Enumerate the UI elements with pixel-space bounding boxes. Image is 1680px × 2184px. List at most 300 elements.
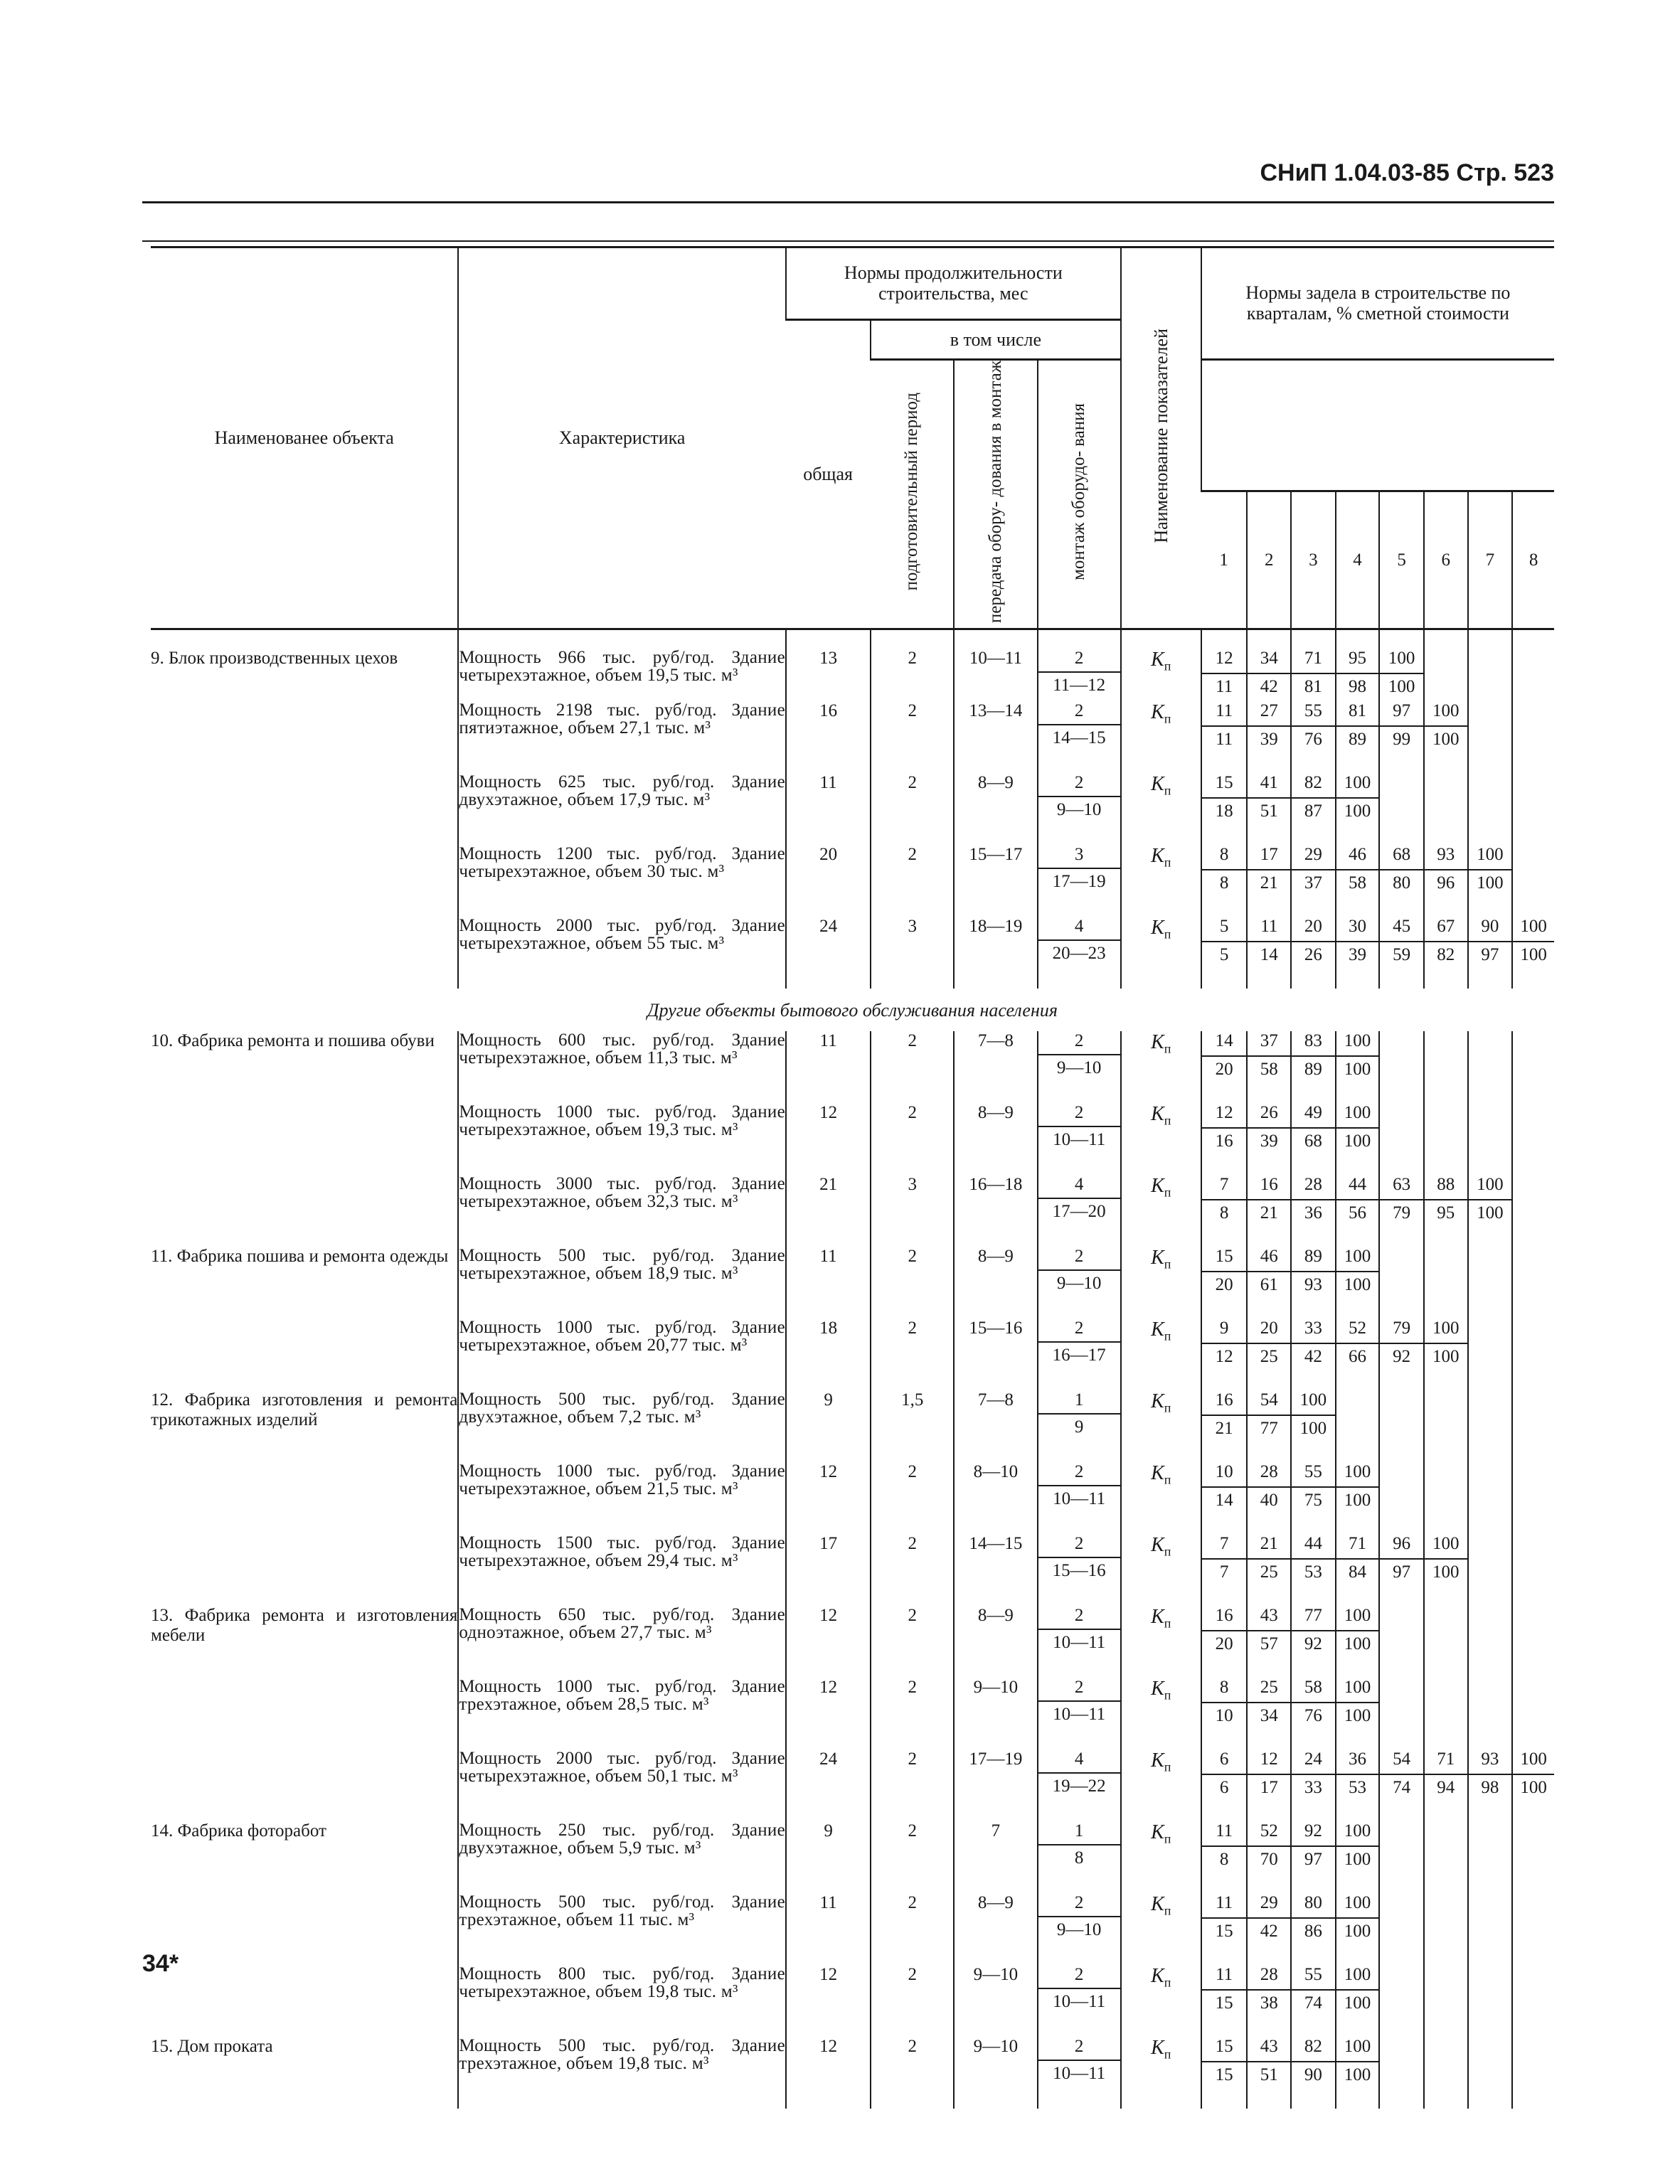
backlog-top: 46 xyxy=(1248,1247,1290,1272)
backlog-bottom: 100 xyxy=(1344,1634,1371,1653)
backlog-top xyxy=(1380,1893,1423,1917)
backlog-q7 xyxy=(1468,917,1513,989)
characteristic-cell: Мощность 2000 тыс. руб/год. Здание четырехэтажное, объем 50,1 тыс. м³ xyxy=(458,1749,786,1821)
install-numerator: 4 xyxy=(1038,1175,1120,1199)
backlog-q6 xyxy=(1424,1247,1468,1319)
duration-install xyxy=(1038,1893,1121,1965)
backlog-top xyxy=(1380,1678,1423,1702)
header-object: Наименованее объекта xyxy=(151,247,458,629)
indicator-symbol: К xyxy=(1151,1318,1164,1341)
backlog-q4 xyxy=(1336,1893,1380,1965)
duration-transfer: 8—10 xyxy=(954,1462,1037,1534)
duration-total: 21 xyxy=(786,1175,871,1247)
backlog-top: 16 xyxy=(1202,1390,1247,1416)
backlog-q6 xyxy=(1424,1749,1468,1821)
backlog-q4 xyxy=(1336,1965,1380,2037)
backlog-bottom xyxy=(1469,1271,1512,1295)
duration-total: 11 xyxy=(786,1031,871,1103)
backlog-top: 100 xyxy=(1425,1319,1467,1344)
backlog-top: 44 xyxy=(1336,1175,1379,1200)
backlog-q5 xyxy=(1379,1247,1424,1319)
install-denominator: 17—20 xyxy=(1052,1201,1106,1221)
header-quarter-1: 1 xyxy=(1201,491,1248,629)
backlog-q3 xyxy=(1291,1965,1336,2037)
backlog-q4 xyxy=(1336,1749,1380,1821)
backlog-bottom xyxy=(1380,1702,1423,1726)
backlog-bottom xyxy=(1513,673,1554,697)
backlog-top: 34 xyxy=(1248,649,1290,674)
backlog-bottom: 58 xyxy=(1260,1059,1278,1079)
backlog-bottom: 100 xyxy=(1520,1777,1547,1797)
object-name xyxy=(151,2037,458,2109)
install-numerator: 2 xyxy=(1038,1534,1120,1558)
object-name xyxy=(151,1390,458,1606)
backlog-top xyxy=(1469,1534,1512,1558)
backlog-bottom: 89 xyxy=(1348,729,1366,749)
indicator-subscript: п xyxy=(1164,1472,1171,1487)
backlog-top: 95 xyxy=(1336,649,1379,674)
backlog-q4 xyxy=(1336,1103,1380,1175)
backlog-q6 xyxy=(1424,1534,1468,1606)
backlog-q5 xyxy=(1379,845,1424,917)
table-row xyxy=(151,1606,1554,1678)
backlog-q8 xyxy=(1512,1606,1554,1678)
indicator-symbol: К xyxy=(1151,1605,1164,1628)
backlog-q1 xyxy=(1201,629,1248,701)
backlog-top: 43 xyxy=(1248,2037,1290,2062)
backlog-q8 xyxy=(1512,701,1554,773)
indicator-cell xyxy=(1121,1678,1201,1749)
install-numerator: 2 xyxy=(1038,1031,1120,1055)
indicator-symbol: К xyxy=(1151,701,1164,723)
duration-prep: 2 xyxy=(871,1749,954,1821)
duration-install xyxy=(1038,1534,1121,1606)
backlog-q6 xyxy=(1424,2037,1468,2109)
backlog-q7 xyxy=(1468,1606,1513,1678)
backlog-q8 xyxy=(1512,1678,1554,1749)
backlog-top: 30 xyxy=(1336,917,1379,942)
backlog-bottom xyxy=(1513,1055,1554,1080)
backlog-q2 xyxy=(1247,1893,1291,1965)
backlog-bottom xyxy=(1469,725,1512,750)
header-quarter-8: 8 xyxy=(1512,491,1554,629)
install-denominator: 10—11 xyxy=(1053,1991,1106,2011)
backlog-bottom: 92 xyxy=(1393,1346,1411,1366)
indicator-subscript: п xyxy=(1164,1328,1171,1343)
backlog-bottom: 80 xyxy=(1393,873,1411,893)
install-numerator: 2 xyxy=(1038,1319,1120,1343)
backlog-bottom xyxy=(1336,1415,1379,1439)
backlog-top: 100 xyxy=(1336,1462,1379,1488)
backlog-bottom xyxy=(1513,1415,1554,1439)
duration-transfer: 8—9 xyxy=(954,1893,1037,1965)
backlog-q2 xyxy=(1247,845,1291,917)
backlog-top: 80 xyxy=(1292,1893,1335,1919)
characteristic-cell: Мощность 650 тыс. руб/год. Здание одноэтажное, объем 27,7 тыс. м³ xyxy=(458,1606,786,1678)
backlog-top: 27 xyxy=(1248,701,1290,727)
backlog-bottom: 74 xyxy=(1304,1993,1322,2013)
indicator-subscript: п xyxy=(1164,2047,1171,2062)
header-backlog-spacer xyxy=(1201,360,1554,491)
backlog-bottom xyxy=(1513,797,1554,821)
duration-total: 16 xyxy=(786,701,871,773)
backlog-bottom: 86 xyxy=(1304,1921,1322,1941)
backlog-q4 xyxy=(1336,1031,1380,1103)
backlog-bottom xyxy=(1380,1486,1423,1511)
backlog-top: 24 xyxy=(1292,1749,1335,1775)
backlog-q8 xyxy=(1512,845,1554,917)
install-denominator: 10—11 xyxy=(1053,1632,1106,1652)
indicator-cell xyxy=(1121,1893,1201,1965)
indicator-symbol: К xyxy=(1151,772,1164,795)
backlog-bottom: 20 xyxy=(1215,1059,1233,1079)
backlog-q1 xyxy=(1201,773,1248,845)
duration-total: 24 xyxy=(786,1749,871,1821)
backlog-top xyxy=(1513,2037,1554,2061)
backlog-bottom xyxy=(1513,869,1554,893)
duration-total: 18 xyxy=(786,1319,871,1390)
characteristic-cell: Мощность 500 тыс. руб/год. Здание четырехэтажное, объем 18,9 тыс. м³ xyxy=(458,1247,786,1319)
duration-install xyxy=(1038,845,1121,917)
backlog-bottom: 18 xyxy=(1215,801,1233,821)
backlog-bottom xyxy=(1425,1415,1467,1439)
backlog-q7 xyxy=(1468,1462,1513,1534)
backlog-q4 xyxy=(1336,1319,1380,1390)
backlog-q1 xyxy=(1201,917,1248,989)
backlog-top xyxy=(1513,845,1554,869)
backlog-bottom: 56 xyxy=(1348,1203,1366,1222)
backlog-q8 xyxy=(1512,1749,1554,1821)
norms-table xyxy=(151,246,1554,2109)
backlog-top xyxy=(1513,1175,1554,1199)
backlog-q2 xyxy=(1247,1965,1291,2037)
backlog-q2 xyxy=(1247,1247,1291,1319)
backlog-q1 xyxy=(1201,1462,1248,1534)
indicator-symbol: К xyxy=(1151,1174,1164,1197)
indicator-symbol: К xyxy=(1151,1533,1164,1556)
backlog-bottom xyxy=(1469,1558,1512,1582)
header-duration-group: Нормы продолжительности строительства, мес xyxy=(786,247,1121,320)
duration-prep: 2 xyxy=(871,845,954,917)
backlog-top: 100 xyxy=(1513,917,1554,942)
duration-install xyxy=(1038,1821,1121,1893)
header-quarter-5: 5 xyxy=(1379,491,1424,629)
backlog-q1 xyxy=(1201,1390,1248,1462)
duration-install xyxy=(1038,1319,1121,1390)
characteristic-cell: Мощность 625 тыс. руб/год. Здание двухэтажное, объем 17,9 тыс. м³ xyxy=(458,773,786,845)
backlog-q8 xyxy=(1512,1175,1554,1247)
duration-total: 20 xyxy=(786,845,871,917)
duration-total: 24 xyxy=(786,917,871,989)
backlog-bottom: 100 xyxy=(1344,2065,1371,2084)
indicator-symbol: К xyxy=(1151,649,1164,671)
backlog-q5 xyxy=(1379,1965,1424,2037)
indicator-cell xyxy=(1121,1390,1201,1462)
install-denominator: 10—11 xyxy=(1053,2063,1106,2083)
characteristic-cell: Мощность 500 тыс. руб/год. Здание двухэтажное, объем 7,2 тыс. м³ xyxy=(458,1390,786,1462)
install-numerator: 3 xyxy=(1038,845,1120,869)
backlog-bottom xyxy=(1513,1343,1554,1367)
backlog-q6 xyxy=(1424,1893,1468,1965)
backlog-top: 100 xyxy=(1292,1390,1335,1416)
backlog-top: 55 xyxy=(1292,1965,1335,1991)
backlog-top: 11 xyxy=(1202,1893,1247,1919)
backlog-top xyxy=(1425,1965,1467,1989)
backlog-bottom xyxy=(1380,797,1423,821)
duration-prep: 2 xyxy=(871,1606,954,1678)
install-numerator: 2 xyxy=(1038,649,1120,673)
backlog-top: 100 xyxy=(1336,773,1379,799)
duration-prep: 2 xyxy=(871,1678,954,1749)
backlog-top: 100 xyxy=(1513,1749,1554,1775)
duration-transfer: 8—9 xyxy=(954,1606,1037,1678)
header-including: в том числе xyxy=(871,320,1121,360)
backlog-q7 xyxy=(1468,1247,1513,1319)
backlog-q7 xyxy=(1468,1749,1513,1821)
backlog-bottom: 21 xyxy=(1260,1203,1278,1222)
backlog-q7 xyxy=(1468,845,1513,917)
backlog-q8 xyxy=(1512,1319,1554,1390)
backlog-top: 20 xyxy=(1292,917,1335,942)
backlog-bottom xyxy=(1513,1271,1554,1295)
backlog-q5 xyxy=(1379,1390,1424,1462)
backlog-bottom: 76 xyxy=(1304,729,1322,749)
indicator-cell xyxy=(1121,1103,1201,1175)
backlog-bottom: 100 xyxy=(1477,1203,1504,1222)
duration-prep: 2 xyxy=(871,1893,954,1965)
backlog-q6 xyxy=(1424,773,1468,845)
backlog-top xyxy=(1469,1462,1512,1486)
backlog-top: 54 xyxy=(1248,1390,1290,1416)
backlog-q5 xyxy=(1379,2037,1424,2109)
backlog-bottom xyxy=(1513,1558,1554,1582)
backlog-top: 29 xyxy=(1248,1893,1290,1919)
indicator-subscript: п xyxy=(1164,1616,1171,1631)
backlog-bottom: 15 xyxy=(1215,2065,1233,2084)
object-name xyxy=(151,629,458,989)
backlog-top xyxy=(1513,1534,1554,1558)
backlog-q6 xyxy=(1424,845,1468,917)
backlog-top xyxy=(1380,1103,1423,1127)
duration-total: 12 xyxy=(786,2037,871,2109)
header-quarter-3: 3 xyxy=(1291,491,1336,629)
backlog-q2 xyxy=(1247,917,1291,989)
backlog-q6 xyxy=(1424,629,1468,701)
backlog-top: 88 xyxy=(1425,1175,1467,1200)
install-denominator: 11—12 xyxy=(1053,676,1106,696)
backlog-top: 96 xyxy=(1380,1534,1423,1560)
backlog-top xyxy=(1469,1821,1512,1845)
backlog-top: 43 xyxy=(1248,1606,1290,1631)
backlog-top: 71 xyxy=(1425,1749,1467,1775)
install-numerator: 1 xyxy=(1038,1821,1120,1845)
backlog-q7 xyxy=(1468,629,1513,701)
backlog-top xyxy=(1513,1606,1554,1630)
backlog-bottom: 8 xyxy=(1219,873,1229,893)
backlog-q3 xyxy=(1291,1893,1336,1965)
header-characteristic: Характеристика xyxy=(458,247,786,629)
backlog-q2 xyxy=(1247,1534,1291,1606)
backlog-top xyxy=(1513,1390,1554,1415)
backlog-top xyxy=(1469,1893,1512,1917)
backlog-q4 xyxy=(1336,1606,1380,1678)
backlog-bottom: 77 xyxy=(1260,1418,1278,1438)
duration-prep: 2 xyxy=(871,1965,954,2037)
backlog-bottom: 40 xyxy=(1260,1490,1278,1510)
indicator-subscript: п xyxy=(1164,659,1171,673)
backlog-q5 xyxy=(1379,1103,1424,1175)
backlog-q7 xyxy=(1468,701,1513,773)
backlog-q3 xyxy=(1291,1319,1336,1390)
backlog-q4 xyxy=(1336,1175,1380,1247)
backlog-q4 xyxy=(1336,701,1380,773)
backlog-q4 xyxy=(1336,773,1380,845)
object-name-text: 9. Блок производственных цехов xyxy=(151,649,398,668)
backlog-bottom: 100 xyxy=(1344,1705,1371,1725)
indicator-cell xyxy=(1121,1319,1201,1390)
duration-transfer: 17—19 xyxy=(954,1749,1037,1821)
backlog-bottom: 53 xyxy=(1348,1777,1366,1797)
backlog-q1 xyxy=(1201,1031,1248,1103)
backlog-top: 28 xyxy=(1292,1175,1335,1200)
backlog-bottom: 98 xyxy=(1481,1777,1499,1797)
backlog-q2 xyxy=(1247,1319,1291,1390)
object-name-text: 13. Фабрика ремонта и изготовления мебели xyxy=(151,1605,458,1645)
duration-transfer: 14—15 xyxy=(954,1534,1037,1606)
indicator-subscript: п xyxy=(1164,1975,1171,1990)
install-numerator: 2 xyxy=(1038,1247,1120,1271)
indicator-cell xyxy=(1121,1821,1201,1893)
backlog-q1 xyxy=(1201,1606,1248,1678)
backlog-q6 xyxy=(1424,1175,1468,1247)
header-total: общая xyxy=(786,320,871,629)
backlog-top: 68 xyxy=(1380,845,1423,870)
backlog-bottom: 15 xyxy=(1215,1921,1233,1941)
indicator-symbol: К xyxy=(1151,1892,1164,1915)
backlog-top: 81 xyxy=(1336,701,1379,727)
indicator-subscript: п xyxy=(1164,1257,1171,1272)
backlog-q7 xyxy=(1468,1678,1513,1749)
backlog-top xyxy=(1513,1893,1554,1917)
backlog-bottom: 68 xyxy=(1304,1131,1322,1151)
backlog-bottom: 100 xyxy=(1432,729,1460,749)
backlog-bottom xyxy=(1380,1845,1423,1870)
backlog-bottom xyxy=(1380,1989,1423,2013)
backlog-q5 xyxy=(1379,1606,1424,1678)
object-name-text: 14. Фабрика фоторабот xyxy=(151,1821,326,1841)
duration-prep: 2 xyxy=(871,701,954,773)
backlog-q6 xyxy=(1424,1103,1468,1175)
duration-transfer: 9—10 xyxy=(954,2037,1037,2109)
backlog-bottom xyxy=(1380,1055,1423,1080)
backlog-top: 92 xyxy=(1292,1821,1335,1847)
backlog-bottom xyxy=(1513,1845,1554,1870)
backlog-bottom: 34 xyxy=(1260,1705,1278,1725)
duration-transfer: 8—9 xyxy=(954,1103,1037,1175)
backlog-bottom xyxy=(1425,1055,1467,1080)
characteristic-cell: Мощность 1000 тыс. руб/год. Здание четырехэтажное, объем 20,77 тыс. м³ xyxy=(458,1319,786,1390)
backlog-bottom: 90 xyxy=(1304,2065,1322,2084)
table-body xyxy=(151,629,1554,2109)
table-row xyxy=(151,1247,1554,1319)
backlog-bottom: 21 xyxy=(1215,1418,1233,1438)
backlog-bottom: 96 xyxy=(1437,873,1455,893)
object-name-text: 12. Фабрика изготовления и ремонта трикотажных изделий xyxy=(151,1390,458,1429)
backlog-bottom: 100 xyxy=(1344,1921,1371,1941)
backlog-bottom xyxy=(1513,1630,1554,1654)
backlog-top xyxy=(1469,1319,1512,1343)
backlog-q4 xyxy=(1336,1247,1380,1319)
backlog-top: 97 xyxy=(1380,701,1423,727)
backlog-top xyxy=(1513,1319,1554,1343)
backlog-top: 77 xyxy=(1292,1606,1335,1631)
backlog-q1 xyxy=(1201,1749,1248,1821)
backlog-top xyxy=(1425,773,1467,797)
indicator-cell xyxy=(1121,1749,1201,1821)
backlog-top: 93 xyxy=(1469,1749,1512,1775)
backlog-bottom: 26 xyxy=(1304,944,1322,964)
backlog-bottom xyxy=(1425,2061,1467,2085)
backlog-q3 xyxy=(1291,1678,1336,1749)
backlog-top xyxy=(1380,1031,1423,1055)
install-denominator: 14—15 xyxy=(1052,728,1106,747)
backlog-top: 16 xyxy=(1248,1175,1290,1200)
backlog-bottom: 10 xyxy=(1215,1705,1233,1725)
install-numerator: 2 xyxy=(1038,773,1120,797)
backlog-bottom xyxy=(1513,1127,1554,1151)
backlog-bottom xyxy=(1425,797,1467,821)
duration-total: 12 xyxy=(786,1965,871,2037)
indicator-symbol: К xyxy=(1151,1390,1164,1412)
install-denominator: 9 xyxy=(1074,1417,1084,1437)
duration-install xyxy=(1038,629,1121,701)
backlog-bottom xyxy=(1469,1917,1512,1941)
backlog-bottom: 42 xyxy=(1260,1921,1278,1941)
duration-install xyxy=(1038,917,1121,989)
indicator-cell xyxy=(1121,1031,1201,1103)
backlog-q8 xyxy=(1512,1031,1554,1103)
backlog-bottom: 38 xyxy=(1260,1993,1278,2013)
backlog-top xyxy=(1380,1821,1423,1845)
duration-install xyxy=(1038,1247,1121,1319)
backlog-q5 xyxy=(1379,1319,1424,1390)
backlog-bottom: 39 xyxy=(1348,944,1366,964)
backlog-q6 xyxy=(1424,1031,1468,1103)
header-quarter-4: 4 xyxy=(1336,491,1380,629)
backlog-bottom: 100 xyxy=(1344,1131,1371,1151)
backlog-bottom xyxy=(1513,2061,1554,2085)
backlog-bottom: 39 xyxy=(1260,1131,1278,1151)
backlog-top xyxy=(1425,1390,1467,1415)
backlog-bottom xyxy=(1469,1702,1512,1726)
install-denominator: 16—17 xyxy=(1052,1345,1106,1365)
backlog-top: 14 xyxy=(1202,1031,1247,1057)
duration-prep: 2 xyxy=(871,1534,954,1606)
backlog-bottom: 37 xyxy=(1304,873,1322,893)
backlog-top: 20 xyxy=(1248,1319,1290,1344)
duration-prep: 2 xyxy=(871,1103,954,1175)
backlog-q1 xyxy=(1201,1534,1248,1606)
backlog-q4 xyxy=(1336,629,1380,701)
indicator-subscript: п xyxy=(1164,1041,1171,1056)
duration-prep: 2 xyxy=(871,1821,954,1893)
backlog-top: 100 xyxy=(1336,1678,1379,1703)
indicator-symbol: К xyxy=(1151,1677,1164,1700)
backlog-top xyxy=(1469,1390,1512,1415)
backlog-bottom: 81 xyxy=(1304,677,1322,697)
install-numerator: 4 xyxy=(1038,1749,1120,1774)
backlog-top xyxy=(1425,1103,1467,1127)
